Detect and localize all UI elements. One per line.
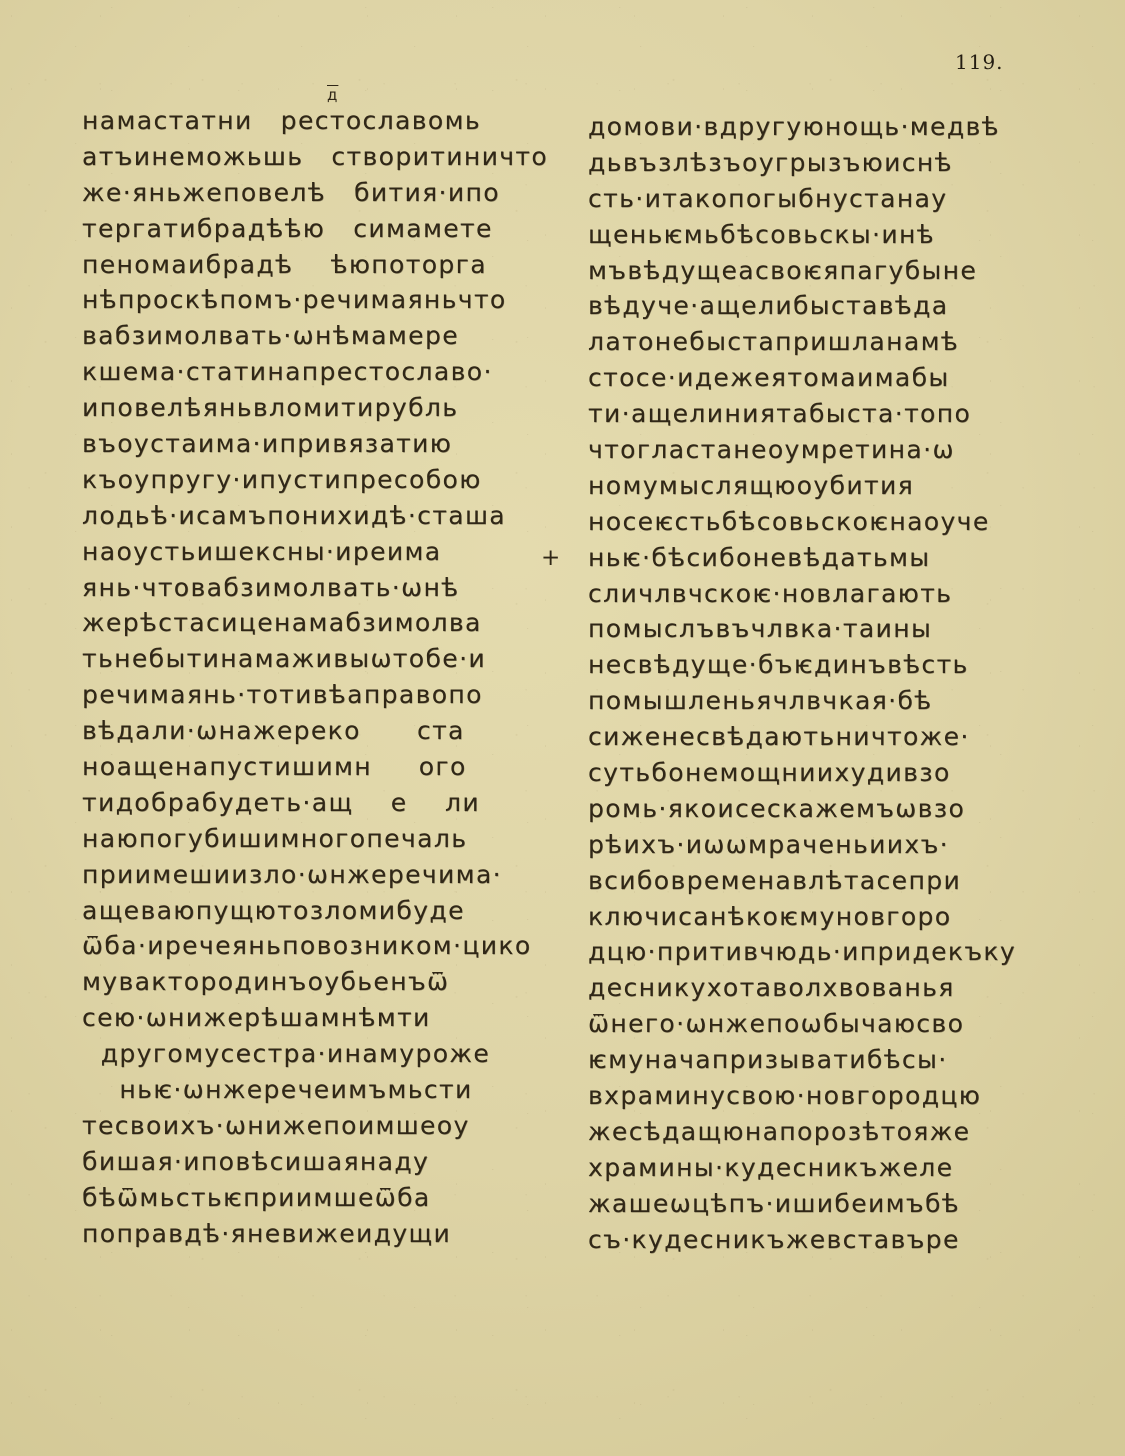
manuscript-text-line: сиженесвѣдаютьничтоже· — [588, 722, 970, 752]
manuscript-text-line: сличлвчскоѥ·новлагають — [588, 578, 953, 608]
manuscript-text-line: несвѣдуще·бъѥдинъвѣсть — [588, 650, 969, 680]
manuscript-text-line: номумыслящюоубития — [588, 470, 915, 500]
manuscript-text-line: ти·ащелиниятабыста·топо — [588, 399, 972, 429]
manuscript-text-line: речимаянь·тотивѣаправопо — [82, 680, 483, 710]
manuscript-text-line: жашеѡцѣпъ·ишибеимъбѣ — [588, 1188, 960, 1218]
manuscript-text-line: ноащенапустишимн ого — [82, 752, 467, 782]
manuscript-text-line: кшема·статинапрестославо· — [82, 357, 493, 387]
manuscript-text-line: вѣдуче·ащелибыставѣда — [588, 291, 949, 321]
manuscript-text-line: другомусестра·инамуроже — [82, 1039, 491, 1069]
manuscript-text-line: жесѣдащюнапорозѣтояже — [588, 1116, 971, 1146]
manuscript-text-line: къоупругу·ипустипресобою — [82, 464, 482, 494]
page-number: 119. — [955, 50, 1004, 74]
manuscript-text-line: атъинеможьшь створитиничто — [82, 141, 549, 171]
manuscript-text-line: сть·итакопогыбнустанау — [588, 183, 948, 213]
manuscript-text-line: бѣѿмьстьѥприимшеѿба — [82, 1182, 431, 1212]
manuscript-text-line: намастатни рестославомь — [82, 106, 481, 135]
right-text-column — [588, 109, 1088, 1258]
manuscript-text-line: мъвѣдущеасвоѥяпагубыне — [588, 255, 978, 285]
manuscript-text-line: ѿба·иречеяньповозником·цико — [82, 931, 532, 961]
manuscript-text-line: ключисанѣкоѥмуновгоро — [588, 901, 952, 931]
manuscript-text-line: рѣихъ·иѡѡмраченьиихъ· — [588, 829, 950, 859]
manuscript-text-line: пеномаибрадѣ ѣюпоторга — [82, 249, 487, 279]
manuscript-text-line: янь·чтовабзимолвать·ѡнѣ — [82, 572, 460, 602]
manuscript-text-line: всибовременавлѣтасепри — [588, 865, 962, 895]
manuscript-text-line: латонебыстапришланамѣ — [588, 327, 960, 357]
manuscript-text-line: ромь·якоисескажемъѡвзо — [588, 793, 966, 823]
manuscript-text-line: домови·вдругуюнощь·медвѣ — [588, 112, 1000, 141]
superscript-abbreviation-mark: д — [327, 86, 339, 104]
manuscript-text-line: мувактородинъоубьенъѿ — [82, 967, 450, 997]
manuscript-text-line: дцю·притивчюдь·ипридекъку — [588, 937, 1017, 967]
manuscript-text-line: сутьбонемощниихудивзо — [588, 758, 951, 788]
manuscript-text-line: десникухотаволхвованья — [588, 973, 955, 1003]
manuscript-text-line: наюпогубишимногопечаль — [82, 823, 468, 853]
manuscript-text-line: вабзимолвать·ѡнѣмамере — [82, 321, 459, 351]
left-text-column — [82, 103, 582, 1252]
manuscript-text-line: стосе·идежеятомаимабы — [588, 363, 950, 393]
manuscript-text-line: храмины·кудесникъжеле — [588, 1152, 954, 1182]
manuscript-text-line: въоустаима·ипривязатию — [82, 429, 453, 459]
manuscript-text-line: тесвоихъ·ѡнижепоимшеоу — [82, 1110, 470, 1140]
manuscript-text-line: помышленьячлвчкая·бѣ — [588, 686, 933, 716]
manuscript-text-line: носеѥстьбѣсовьскоѥнаоуче — [588, 506, 990, 536]
manuscript-text-line: ньѥ·бѣсибоневѣдатьмы — [588, 542, 931, 572]
manuscript-text-line: тергатибрадѣѣю симамете — [82, 213, 493, 243]
manuscript-text-line: щеньѥмьбѣсовьскы·инѣ — [588, 219, 935, 249]
manuscript-text-line: наоустьишексны·иреима — [82, 536, 442, 566]
manuscript-text-line: иповелѣяньвломитирубль — [82, 393, 459, 423]
manuscript-text-line: тьнебытинамаживыѡтобе·и — [82, 644, 487, 674]
manuscript-text-line: ѥмуначапризыватибѣсы· — [588, 1045, 948, 1075]
manuscript-text-line: нѣпроскѣпомъ·речимаяньчто — [82, 285, 507, 315]
manuscript-text-line: вѣдали·ѡнажереко ста — [82, 716, 465, 746]
manuscript-text-line: бишая·иповѣсишаянаду — [82, 1146, 430, 1176]
manuscript-text-line: лодьѣ·исамъпонихидѣ·сташа — [82, 500, 507, 530]
manuscript-text-line: помыслъвъчлвка·таины — [588, 614, 933, 644]
manuscript-text-line: жерѣстасиценамабзимолва — [82, 608, 482, 638]
manuscript-text-line: приимешиизло·ѡнжеречима· — [82, 859, 503, 889]
margin-cross-mark: + — [541, 545, 561, 571]
manuscript-text-line: съ·кудесникъжевставъре — [588, 1224, 960, 1254]
manuscript-text-line: сею·ѡнижерѣшамнѣмти — [82, 1003, 431, 1033]
manuscript-text-line: ащеваюпущютозломибуде — [82, 895, 465, 925]
manuscript-text-line: тидобрабудеть·ащ е ли — [82, 787, 480, 817]
manuscript-text-line: поправдѣ·яневижеидущи — [82, 1218, 452, 1248]
manuscript-text-line: вхраминусвою·новгородцю — [588, 1081, 982, 1111]
manuscript-text-line: чтогластанеоумретина·ѡ — [588, 435, 955, 465]
manuscript-text-line: же·яньжеповелѣ бития·ипо — [82, 177, 500, 207]
manuscript-text-line: ньѥ·ѡнжеречеимъмьсти — [82, 1075, 473, 1105]
manuscript-text-line: дьвъзлѣзъоугрызъюиснѣ — [588, 147, 953, 177]
manuscript-text-line: ѿнего·ѡнжепоѡбычаюсво — [588, 1009, 965, 1039]
